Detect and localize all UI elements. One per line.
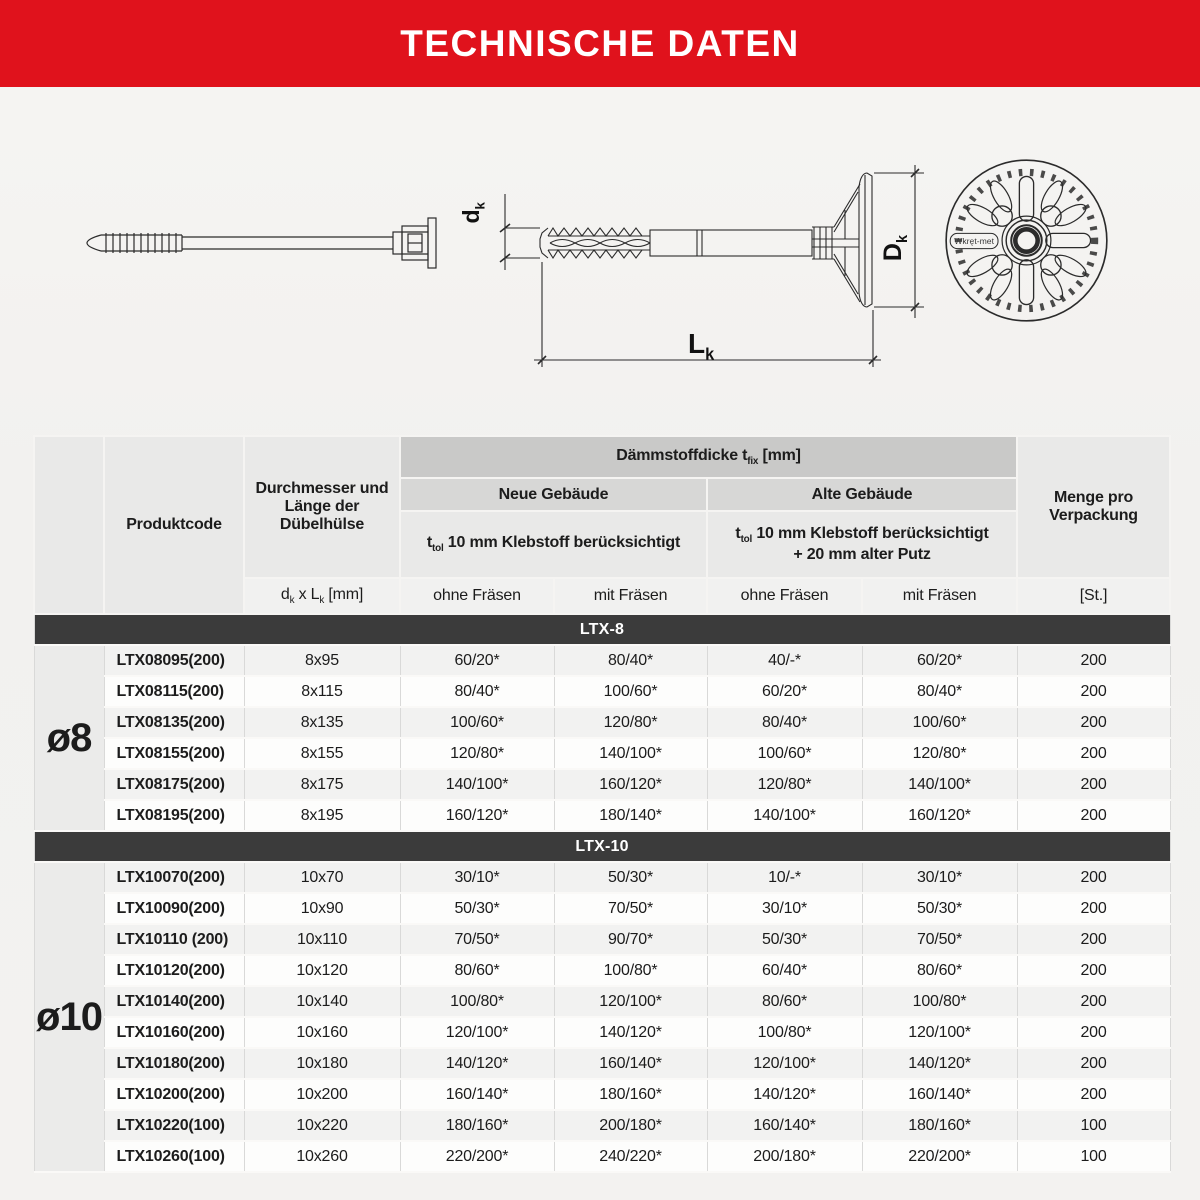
neue-ohne-fraesen-value: 30/10* [400, 862, 554, 893]
alte-ohne-fraesen-value: 50/30* [707, 924, 862, 955]
neue-mit-fraesen-value: 240/220* [554, 1141, 707, 1172]
size-dk-x-lk: 8x95 [244, 645, 400, 676]
alte-ohne-fraesen-value: 60/20* [707, 676, 862, 707]
size-dk-x-lk: 8x155 [244, 738, 400, 769]
subheader-alte-ohne-fraesen: ohne Fräsen [707, 578, 862, 614]
table-row [34, 1048, 1170, 1079]
dowel-dimension-drawing [457, 140, 940, 385]
alte-ohne-fraesen-value: 140/100* [707, 800, 862, 831]
section-band-row [34, 831, 1170, 862]
alte-mit-fraesen-value: 100/80* [862, 986, 1017, 1017]
alte-ohne-fraesen-value: 60/40* [707, 955, 862, 986]
product-code: LTX10160(200) [104, 1017, 244, 1048]
group-header-neue-gebaeude: Neue Gebäude [400, 478, 707, 511]
subheader-dk-lk: $d_k$ x $L_k$ [mm] [244, 578, 400, 614]
plate-drawing-svg [938, 152, 1116, 330]
diameter-group-label: ø8 [34, 645, 104, 831]
alte-mit-fraesen-value: 120/80* [862, 738, 1017, 769]
subheader-neue-ohne-fraesen: ohne Fräsen [400, 578, 554, 614]
size-dk-x-lk: 10x200 [244, 1079, 400, 1110]
size-dk-x-lk: 8x175 [244, 769, 400, 800]
neue-ohne-fraesen-value: 60/20* [400, 645, 554, 676]
alte-mit-fraesen-value: 160/120* [862, 800, 1017, 831]
neue-ohne-fraesen-value: 140/120* [400, 1048, 554, 1079]
table-row [34, 738, 1170, 769]
section-band-row [34, 614, 1170, 645]
alte-mit-fraesen-value: 80/60* [862, 955, 1017, 986]
neue-ohne-fraesen-value: 100/60* [400, 707, 554, 738]
neue-ohne-fraesen-value: 220/200* [400, 1141, 554, 1172]
table-row [34, 1017, 1170, 1048]
alte-ohne-fraesen-value: 120/80* [707, 769, 862, 800]
menge-value: 100 [1017, 1110, 1170, 1141]
neue-ohne-fraesen-value: 100/80* [400, 986, 554, 1017]
screw-side-view-drawing [78, 196, 468, 291]
menge-value: 200 [1017, 738, 1170, 769]
product-code: LTX10200(200) [104, 1079, 244, 1110]
plate-brand-text: Wkręt-met [954, 236, 994, 247]
size-dk-x-lk: 10x120 [244, 955, 400, 986]
neue-ohne-fraesen-value: 180/160* [400, 1110, 554, 1141]
subheader-st: [St.] [1017, 578, 1170, 614]
plate-top-view-drawing [938, 152, 1116, 330]
table-row [34, 769, 1170, 800]
column-header-produktcode: Produktcode [104, 436, 244, 614]
table-row [34, 862, 1170, 893]
size-dk-x-lk: 10x180 [244, 1048, 400, 1079]
product-code: LTX08095(200) [104, 645, 244, 676]
alte-ohne-fraesen-value: 80/40* [707, 707, 862, 738]
alte-ohne-fraesen-value: 200/180* [707, 1141, 862, 1172]
alte-ohne-fraesen-value: 30/10* [707, 893, 862, 924]
header-neue-description: $t_{tol}$ 10 mm Klebstoff berücksichtigt [400, 511, 707, 578]
alte-ohne-fraesen-value: 160/140* [707, 1110, 862, 1141]
neue-mit-fraesen-value: 100/60* [554, 676, 707, 707]
size-dk-x-lk: 10x70 [244, 862, 400, 893]
size-dk-x-lk: 10x260 [244, 1141, 400, 1172]
dimension-label-dk: $d_k$ [457, 202, 488, 224]
size-dk-x-lk: 10x110 [244, 924, 400, 955]
alte-mit-fraesen-value: 140/100* [862, 769, 1017, 800]
menge-value: 200 [1017, 955, 1170, 986]
alte-ohne-fraesen-value: 80/60* [707, 986, 862, 1017]
section-band-label: LTX-8 [34, 614, 1170, 645]
alte-ohne-fraesen-value: 120/100* [707, 1048, 862, 1079]
neue-mit-fraesen-value: 100/80* [554, 955, 707, 986]
header-alte-description: $t_{tol}$ 10 mm Klebstoff berücksichtigt + 20 mm alter Putz [707, 511, 1017, 578]
product-code: LTX10260(100) [104, 1141, 244, 1172]
alte-mit-fraesen-value: 120/100* [862, 1017, 1017, 1048]
table-row [34, 1141, 1170, 1172]
alte-ohne-fraesen-value: 10/-* [707, 862, 862, 893]
screw-drawing-svg [78, 196, 468, 291]
technical-data-table [33, 435, 1171, 1173]
product-code: LTX10070(200) [104, 862, 244, 893]
alte-mit-fraesen-value: 220/200* [862, 1141, 1017, 1172]
menge-value: 200 [1017, 707, 1170, 738]
menge-value: 100 [1017, 1141, 1170, 1172]
alte-mit-fraesen-value: 140/120* [862, 1048, 1017, 1079]
alte-ohne-fraesen-value: 100/60* [707, 738, 862, 769]
table-row [34, 645, 1170, 676]
diameter-column-header [34, 436, 104, 614]
product-code: LTX08155(200) [104, 738, 244, 769]
neue-mit-fraesen-value: 90/70* [554, 924, 707, 955]
neue-ohne-fraesen-value: 160/140* [400, 1079, 554, 1110]
size-dk-x-lk: 8x195 [244, 800, 400, 831]
alte-ohne-fraesen-value: 40/-* [707, 645, 862, 676]
alte-mit-fraesen-value: 70/50* [862, 924, 1017, 955]
alte-mit-fraesen-value: 160/140* [862, 1079, 1017, 1110]
size-dk-x-lk: 8x135 [244, 707, 400, 738]
neue-ohne-fraesen-value: 70/50* [400, 924, 554, 955]
table-row [34, 924, 1170, 955]
menge-value: 200 [1017, 986, 1170, 1017]
column-header-durchmesser: Durchmesser und Länge der Dübelhülse [244, 436, 400, 578]
alte-mit-fraesen-value: 100/60* [862, 707, 1017, 738]
size-dk-x-lk: 10x160 [244, 1017, 400, 1048]
size-dk-x-lk: 10x140 [244, 986, 400, 1017]
neue-ohne-fraesen-value: 120/80* [400, 738, 554, 769]
table-row [34, 676, 1170, 707]
product-code: LTX10220(100) [104, 1110, 244, 1141]
menge-value: 200 [1017, 769, 1170, 800]
product-code: LTX10090(200) [104, 893, 244, 924]
table-header [34, 436, 1170, 614]
neue-mit-fraesen-value: 120/100* [554, 986, 707, 1017]
group-header-daemmstoffdicke: Dämmstoffdicke $t_{fix}$ [mm] [400, 436, 1017, 478]
table-row [34, 707, 1170, 738]
neue-mit-fraesen-value: 160/120* [554, 769, 707, 800]
product-code: LTX08175(200) [104, 769, 244, 800]
neue-ohne-fraesen-value: 140/100* [400, 769, 554, 800]
alte-mit-fraesen-value: 50/30* [862, 893, 1017, 924]
neue-mit-fraesen-value: 120/80* [554, 707, 707, 738]
menge-value: 200 [1017, 1048, 1170, 1079]
table-body [34, 614, 1170, 1172]
menge-value: 200 [1017, 676, 1170, 707]
neue-mit-fraesen-value: 80/40* [554, 645, 707, 676]
neue-ohne-fraesen-value: 50/30* [400, 893, 554, 924]
size-dk-x-lk: 8x115 [244, 676, 400, 707]
subheader-neue-mit-fraesen: mit Fräsen [554, 578, 707, 614]
subheader-alte-mit-fraesen: mit Fräsen [862, 578, 1017, 614]
size-dk-x-lk: 10x90 [244, 893, 400, 924]
dimension-label-Lk: $L_k$ [688, 328, 715, 364]
product-code: LTX10180(200) [104, 1048, 244, 1079]
product-code: LTX10140(200) [104, 986, 244, 1017]
product-code: LTX10110 (200) [104, 924, 244, 955]
product-code: LTX08195(200) [104, 800, 244, 831]
menge-value: 200 [1017, 1017, 1170, 1048]
table-row [34, 1079, 1170, 1110]
neue-ohne-fraesen-value: 80/40* [400, 676, 554, 707]
diameter-group-label: ø10 [34, 862, 104, 1172]
alte-ohne-fraesen-value: 140/120* [707, 1079, 862, 1110]
neue-mit-fraesen-value: 160/140* [554, 1048, 707, 1079]
neue-mit-fraesen-value: 70/50* [554, 893, 707, 924]
neue-ohne-fraesen-value: 120/100* [400, 1017, 554, 1048]
table-row [34, 986, 1170, 1017]
neue-mit-fraesen-value: 180/160* [554, 1079, 707, 1110]
neue-mit-fraesen-value: 200/180* [554, 1110, 707, 1141]
column-header-menge: Menge pro Verpackung [1017, 436, 1170, 578]
menge-value: 200 [1017, 862, 1170, 893]
page-title: TECHNISCHE DATEN [400, 22, 800, 64]
product-code: LTX10120(200) [104, 955, 244, 986]
menge-value: 200 [1017, 1079, 1170, 1110]
neue-ohne-fraesen-value: 80/60* [400, 955, 554, 986]
menge-value: 200 [1017, 645, 1170, 676]
menge-value: 200 [1017, 924, 1170, 955]
size-dk-x-lk: 10x220 [244, 1110, 400, 1141]
neue-ohne-fraesen-value: 160/120* [400, 800, 554, 831]
alte-mit-fraesen-value: 30/10* [862, 862, 1017, 893]
group-header-alte-gebaeude: Alte Gebäude [707, 478, 1017, 511]
dimension-label-Dk: $D_k$ [879, 234, 912, 262]
product-code: LTX08115(200) [104, 676, 244, 707]
table-row [34, 893, 1170, 924]
neue-mit-fraesen-value: 180/140* [554, 800, 707, 831]
product-code: LTX08135(200) [104, 707, 244, 738]
alte-mit-fraesen-value: 60/20* [862, 645, 1017, 676]
table-row [34, 955, 1170, 986]
alte-mit-fraesen-value: 80/40* [862, 676, 1017, 707]
title-banner [0, 0, 1200, 87]
menge-value: 200 [1017, 893, 1170, 924]
neue-mit-fraesen-value: 140/120* [554, 1017, 707, 1048]
neue-mit-fraesen-value: 140/100* [554, 738, 707, 769]
table-row [34, 800, 1170, 831]
alte-ohne-fraesen-value: 100/80* [707, 1017, 862, 1048]
table-row [34, 1110, 1170, 1141]
neue-mit-fraesen-value: 50/30* [554, 862, 707, 893]
section-band-label: LTX-10 [34, 831, 1170, 862]
menge-value: 200 [1017, 800, 1170, 831]
alte-mit-fraesen-value: 180/160* [862, 1110, 1017, 1141]
